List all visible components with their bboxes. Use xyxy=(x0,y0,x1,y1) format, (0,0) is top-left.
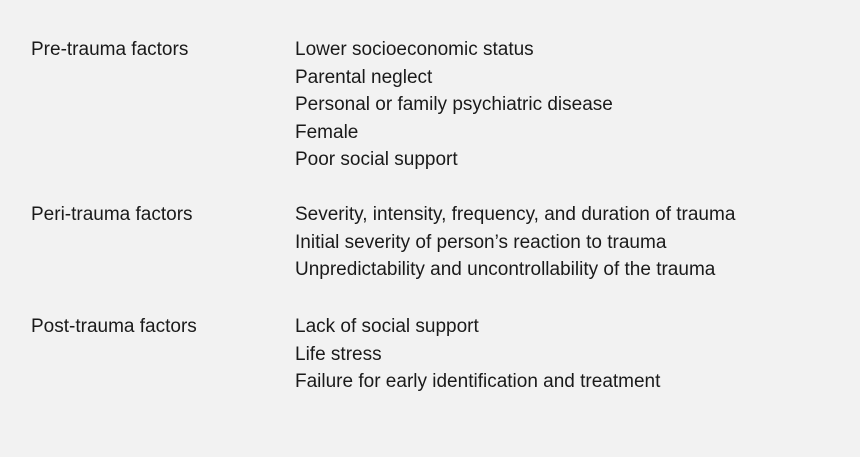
factor-item: Life stress xyxy=(295,343,382,365)
factor-item: Unpredictability and uncontrollability of the trauma xyxy=(295,259,716,280)
factor-item: Lower socioeconomic status xyxy=(295,39,534,60)
factor-item: Parental neglect xyxy=(295,66,433,88)
factor-item: Female xyxy=(295,121,359,143)
factor-list xyxy=(295,313,660,396)
factor-list xyxy=(295,201,735,284)
factor-group-label: Pre-trauma factors xyxy=(31,39,189,60)
factor-item: Lack of social support xyxy=(295,316,479,337)
factor-group-label: Post-trauma factors xyxy=(31,316,197,337)
factor-item: Initial severity of person’s reaction to trauma xyxy=(295,231,667,253)
factor-list xyxy=(295,36,613,174)
factor-item: Personal or family psychiatric disease xyxy=(295,94,613,115)
factor-item: Poor social support xyxy=(295,149,458,170)
factor-group-label: Peri-trauma factors xyxy=(31,204,193,225)
factor-item: Failure for early identification and treatment xyxy=(295,371,661,392)
factor-item: Severity, intensity, frequency, and duration of trauma xyxy=(295,204,736,225)
